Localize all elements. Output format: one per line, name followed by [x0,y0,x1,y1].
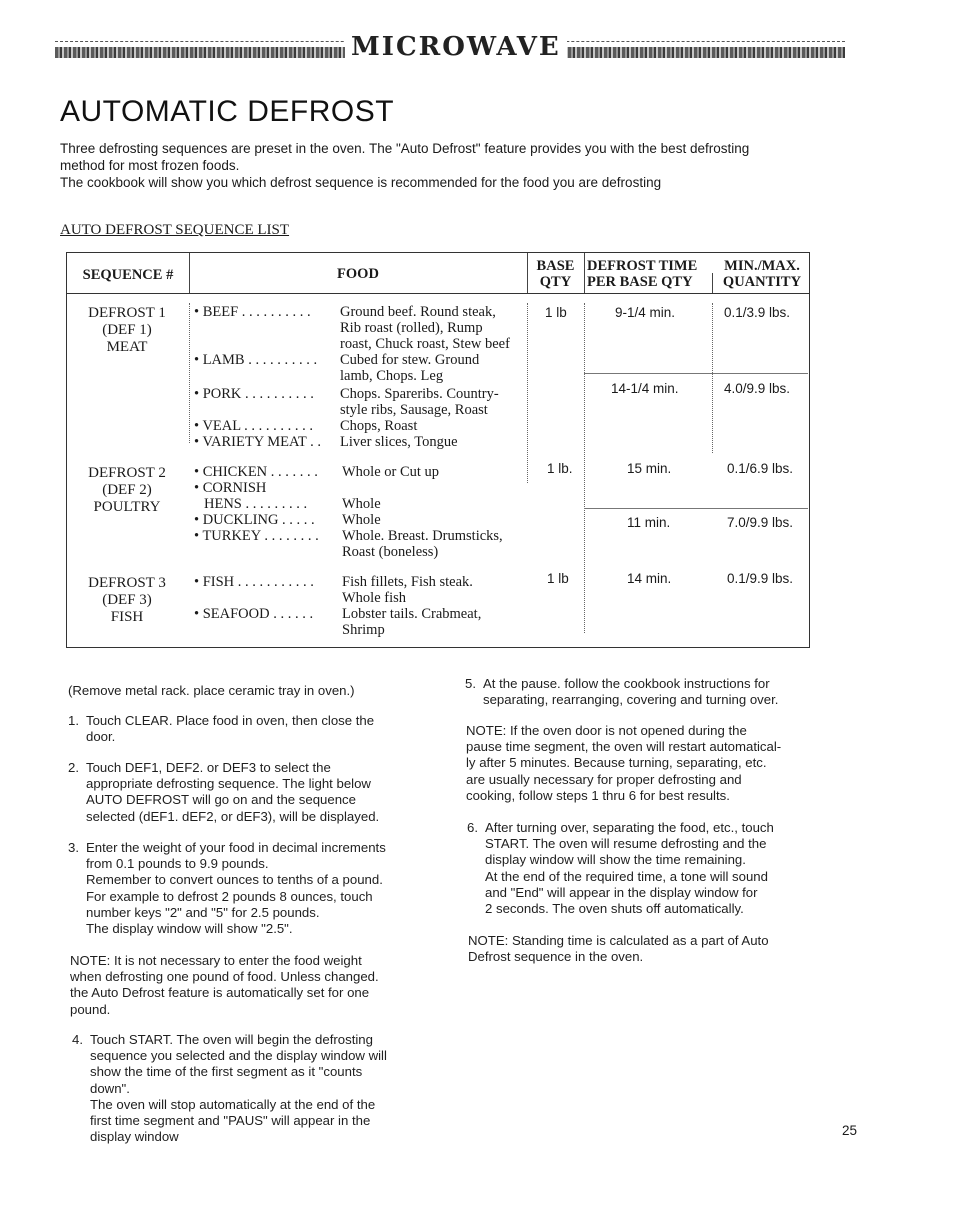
sequence-line: DEFROST 1 [88,305,166,321]
sequence-line: (DEF 1) [102,322,152,338]
note-line: NOTE: If the oven door is not opened during the [466,723,747,738]
food-item: • CHICKEN . . . . . . . [194,464,318,480]
food-item: • VEAL . . . . . . . . . . [194,418,314,434]
food-item: • SEAFOOD . . . . . . [194,606,314,622]
intro-line: Three defrosting sequences are preset in the oven. The "Auto Defrost" feature provides you with the best defrosting [60,141,750,156]
defrost-time: 11 min. [627,515,671,530]
door-note [466,723,846,804]
sequence-cell [67,575,187,626]
food-item: • VARIETY MEAT . . [194,434,321,450]
page-number: 25 [842,1123,858,1138]
step-text [485,820,774,917]
body-divider [527,303,528,483]
step-line: display window will show the time remaining. [485,852,746,868]
sequence-line: DEFROST 2 [88,465,166,481]
step-number: 1. [68,713,79,728]
rack-note: (Remove metal rack. place ceramic tray in oven.) [68,683,355,698]
header-time-line: PER BASE QTY [587,274,693,290]
food-item: • LAMB . . . . . . . . . . [194,352,318,368]
step-line: Enter the weight of your food in decimal increments [86,840,386,855]
base-qty: 1 lb. [547,461,573,476]
food-desc [340,386,499,418]
desc-line: lamb, Chops. Leg [340,368,444,385]
note-line: ly after 5 minutes. Because turning, separating, etc. [466,755,767,771]
header-band [55,32,845,62]
step-text [90,1032,387,1145]
step-line: The display window will show "2.5". [86,921,293,937]
intro-paragraph [60,140,840,191]
step-number: 4. [72,1032,83,1047]
sequence-cell [67,465,187,516]
defrost-time: 14 min. [627,571,672,586]
band-label: MICROWAVE [345,32,567,62]
desc-line: Cubed for stew. Ground [340,352,480,368]
header-divider [67,293,809,294]
header-minmax-line: QUANTITY [722,274,802,290]
food-item: • PORK . . . . . . . . . . [194,386,314,402]
note-line: pause time segment, the oven will restart automatical- [466,739,782,755]
col-divider [712,273,713,293]
note-line: cooking, follow steps 1 thru 6 for best results. [466,787,730,803]
header-defrost-time [587,258,709,290]
food-desc [340,352,479,384]
header-food: FOOD [337,266,379,282]
minmax-qty: 7.0/9.9 lbs. [727,515,794,530]
header-base-line: BASE [536,258,575,274]
header-time-line: DEFROST TIME [587,258,698,274]
minmax-qty: 0.1/9.9 lbs. [727,571,794,586]
header-base-line: QTY [539,274,572,290]
intro-line: method for most frozen foods. [60,158,240,173]
minmax-qty: 0.1/3.9 lbs. [724,305,791,320]
step-text [483,676,778,708]
desc-line: Fish fillets, Fish steak. [342,574,473,590]
food-desc: Chops, Roast [340,418,418,434]
sequence-list-heading: AUTO DEFROST SEQUENCE LIST [60,222,290,238]
step-line: display window [90,1129,179,1145]
step-line: At the pause. follow the cookbook instructions for [483,676,770,691]
step-number: 5. [465,676,476,691]
step-line: from 0.1 pounds to 9.9 pounds. [86,856,269,872]
step-line: sequence you selected and the display window will [90,1048,387,1064]
header-sequence: SEQUENCE # [82,267,174,283]
desc-line: roast, Chuck roast, Stew beef [340,336,510,353]
desc-line: Whole. Breast. Drumsticks, [342,528,503,544]
step-line: Touch START. The oven will begin the defrosting [90,1032,373,1047]
food-item: • CORNISH [194,480,267,496]
food-desc [340,304,510,353]
step-number: 3. [68,840,79,855]
step-number: 6. [467,820,478,835]
sequence-line: DEFROST 3 [88,575,166,591]
food-desc: Whole or Cut up [342,464,440,480]
page-title: AUTOMATIC DEFROST [60,95,395,128]
food-item: • DUCKLING . . . . . [194,512,315,528]
desc-line: Whole fish [342,590,407,607]
note-line: are usually necessary for proper defrosting and [466,771,742,787]
header-minmax-line: MIN./MAX. [724,258,800,274]
step-line: first time segment and "PAUS" will appear in the [90,1113,371,1129]
food-item: • FISH . . . . . . . . . . . [194,574,314,590]
note-line: pound. [70,1001,111,1017]
step-line: Remember to convert ounces to tenths of a pound. [86,872,383,888]
food-desc [342,574,473,606]
note-line: the Auto Defrost feature is automatically set for one [70,985,370,1001]
base-qty: 1 lb [545,305,567,320]
step-line: At the end of the required time, a tone will sound [485,868,768,884]
step-line: show the time of the first segment as it "counts [90,1064,363,1080]
step-line: Touch CLEAR. Place food in oven, then close the [86,713,375,728]
food-item: HENS . . . . . . . . . [204,496,308,512]
step-line: START. The oven will resume defrosting and the [485,836,767,852]
minmax-qty: 0.1/6.9 lbs. [727,461,794,476]
step-line: The oven will stop automatically at the end of the [90,1096,376,1112]
note-line: Defrost sequence in the oven. [468,949,644,965]
food-desc [342,528,503,560]
desc-line: Lobster tails. Crabmeat, [342,606,482,622]
step-line: AUTO DEFROST will go on and the sequence [86,792,356,808]
desc-line: Shrimp [342,622,385,639]
food-item: • BEEF . . . . . . . . . . [194,304,311,320]
header-base-qty [527,258,584,290]
food-item: • TURKEY . . . . . . . . [194,528,319,544]
step-number: 2. [68,760,79,775]
minmax-qty: 4.0/9.9 lbs. [724,381,791,396]
desc-line: Ground beef. Round steak, [340,304,496,320]
step-line: After turning over, separating the food, etc., touch [485,820,774,835]
step-line: For example to defrost 2 pounds 8 ounces, touch [86,888,373,904]
food-desc [342,606,481,638]
desc-line: Chops. Spareribs. Country- [340,386,499,402]
step-text [86,760,379,825]
step-line: Touch DEF1, DEF2. or DEF3 to select the [86,760,331,775]
step-line: and "End" will appear in the display window for [485,884,758,900]
weight-note [70,953,440,1018]
food-desc: Whole [342,496,381,512]
step-text [86,713,374,745]
body-divider [189,303,190,443]
step-line: separating, rearranging, covering and turning over. [483,692,779,708]
desc-line: style ribs, Sausage, Roast [340,402,488,419]
step-text [86,840,386,937]
sequence-cell [67,305,187,356]
base-qty: 1 lb [547,571,569,586]
food-desc: Whole [342,512,381,528]
sequence-line: FISH [110,609,144,625]
defrost-time: 14-1/4 min. [611,381,679,396]
defrost-table [66,252,810,648]
body-divider [712,303,713,453]
sequence-line: POULTRY [93,499,161,515]
sequence-line: (DEF 2) [102,482,152,498]
header-minmax [717,258,807,290]
desc-line: Rib roast (rolled), Rump [340,320,483,337]
row-divider [584,508,808,509]
defrost-time: 9-1/4 min. [615,305,676,320]
step-line: 2 seconds. The oven shuts off automatically. [485,901,744,917]
standing-note [468,933,848,965]
body-divider [584,303,585,633]
step-line: selected (dEF1. dEF2, or dEF3), will be displayed. [86,808,380,824]
note-line: when defrosting one pound of food. Unless changed. [70,969,379,985]
row-divider [584,373,808,374]
defrost-time: 15 min. [627,461,672,476]
intro-line: The cookbook will show you which defrost sequence is recommended for the food you are defrosting [60,175,662,190]
step-line: door. [86,729,116,745]
note-line: NOTE: Standing time is calculated as a part of Auto [468,933,769,948]
sequence-line: MEAT [106,339,148,355]
sequence-line: (DEF 3) [102,592,152,608]
step-line: number keys "2" and "5" for 2.5 pounds. [86,904,320,920]
desc-line: Roast (boneless) [342,544,439,561]
note-line: NOTE: It is not necessary to enter the food weight [70,953,362,968]
step-line: appropriate defrosting sequence. The light below [86,776,371,792]
step-line: down". [90,1080,130,1096]
food-desc: Liver slices, Tongue [340,434,458,450]
col-divider [584,253,585,293]
